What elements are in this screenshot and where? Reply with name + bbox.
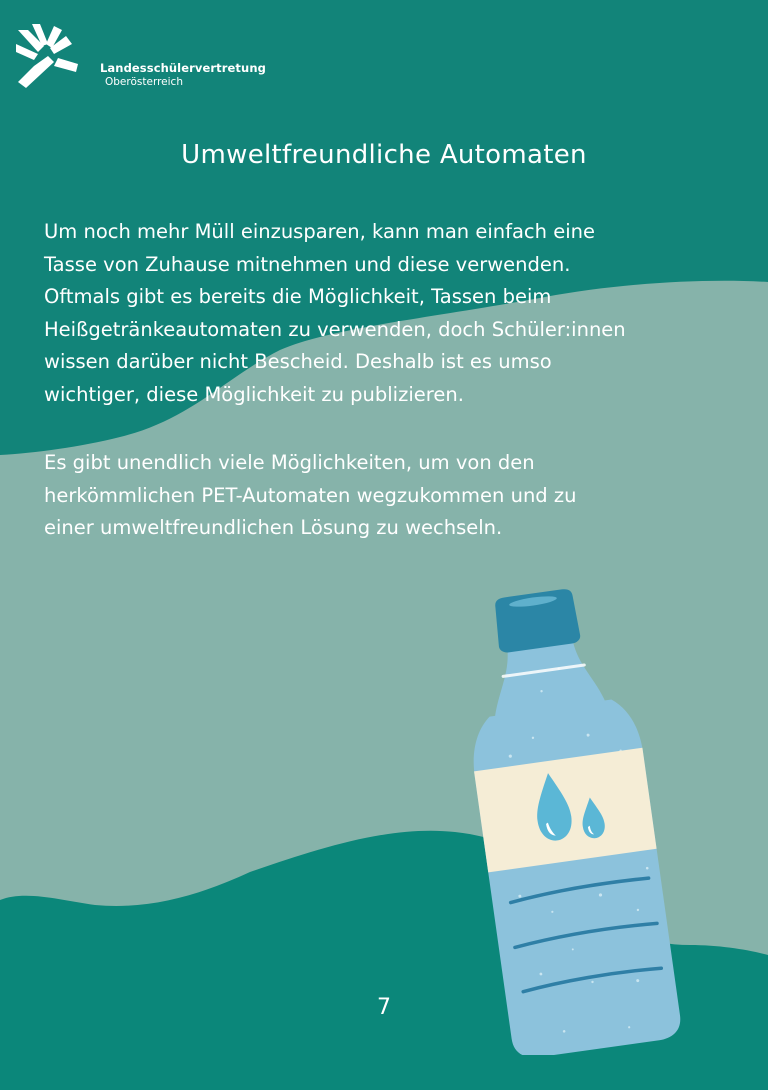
org-name: Landesschülervertretung: [100, 61, 266, 75]
paragraph-line: einer umweltfreundlichen Lösung zu wechseln.: [44, 516, 503, 539]
paragraph-line: herkömmlichen PET-Automaten wegzukommen und zu: [44, 483, 577, 507]
logo: [14, 22, 266, 94]
water-bottle-illustration: [450, 585, 740, 1055]
page-title: Umweltfreundliche Automaten: [181, 140, 587, 170]
page-number: 7: [377, 995, 391, 1020]
paragraph-line: Um noch mehr Müll einzusparen, kann man einfach eine: [44, 220, 595, 243]
paragraph-line: Heißgetränkeautomaten zu verwenden, doch Schüler:innen: [44, 317, 626, 341]
paragraph-line: Oftmals gibt es bereits die Möglichkeit, Tassen beim: [44, 285, 552, 308]
paragraph-line: Tasse von Zuhause mitnehmen und diese verwenden.: [44, 252, 571, 276]
paragraph-line: wissen darüber nicht Bescheid. Deshalb ist es umso: [44, 350, 552, 373]
paragraph-line: wichtiger, diese Möglichkeit zu publizieren.: [44, 382, 464, 406]
paragraph-1: [44, 216, 744, 411]
logo-icon: [14, 22, 84, 94]
paragraph-2: [44, 447, 744, 545]
paragraph-line: Es gibt unendlich viele Möglichkeiten, um von den: [44, 451, 535, 474]
org-region: Oberösterreich: [105, 76, 183, 88]
